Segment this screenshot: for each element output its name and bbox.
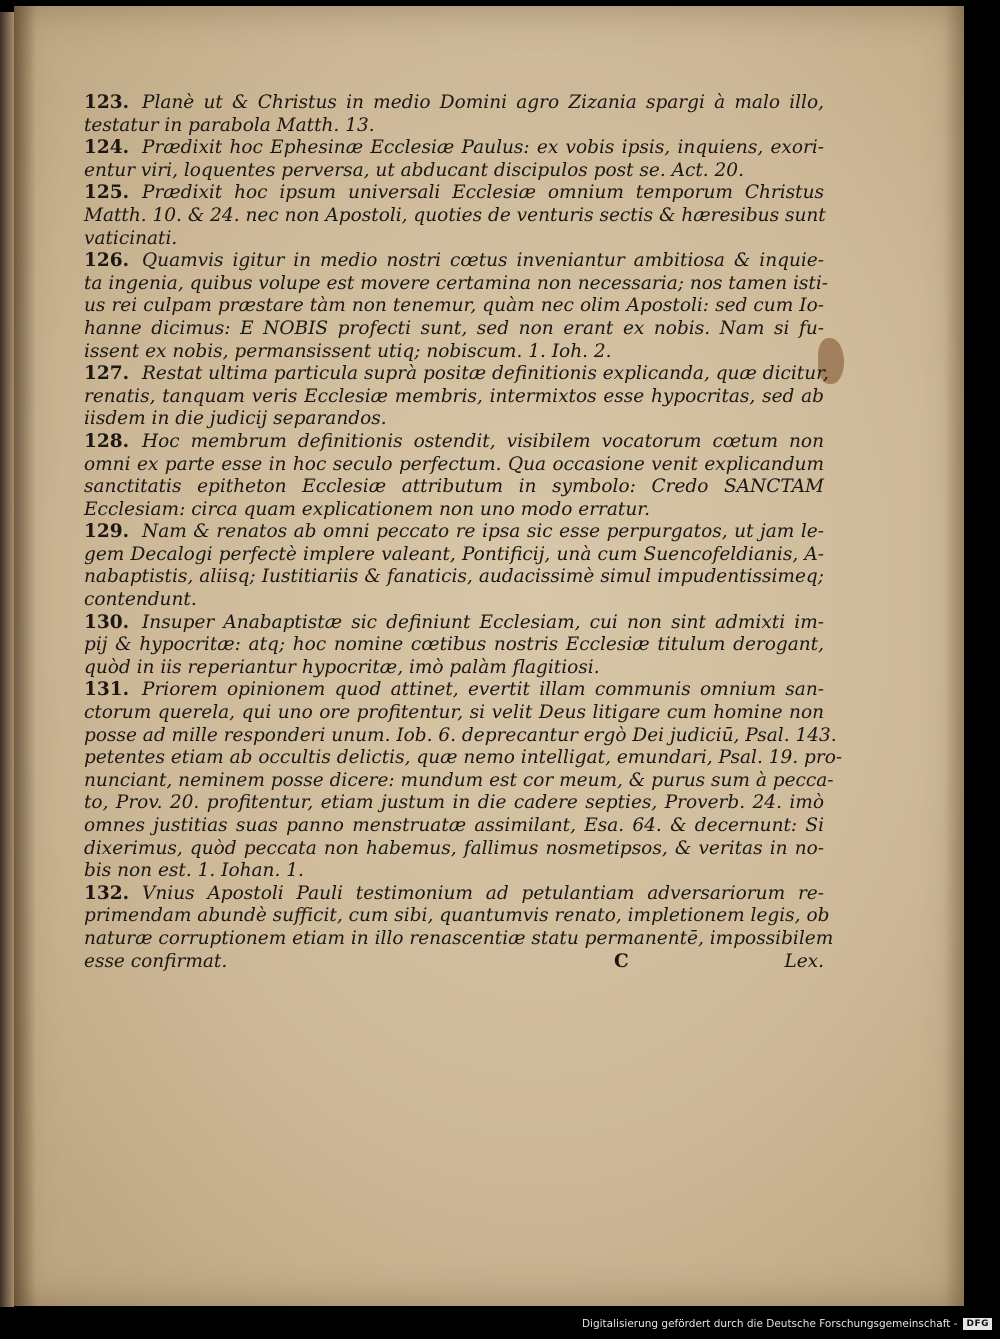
text-line bbox=[84, 769, 834, 793]
previous-page-edge bbox=[0, 12, 14, 1307]
line-text: Ecclesiam: circa quam explicationem non uno modo erratur. bbox=[84, 498, 650, 520]
line-text: naturæ corruptionem etiam in illo renascentiæ statu permanentē, impossibilem bbox=[84, 927, 834, 949]
text-line bbox=[84, 612, 824, 635]
text-line bbox=[84, 182, 824, 205]
line-text: Insuper Anabaptistæ sic definiunt Ecclesiam, cui non sint admixti im- bbox=[142, 611, 824, 633]
line-text: ctorum querela, qui uno ore profitentur, si velit Deus litigare cum homine non bbox=[84, 702, 824, 724]
line-text: pij & hypocritæ: atq; hoc nomine cœtibus nostris Ecclesiæ titulum derogant, bbox=[84, 634, 824, 656]
text-line bbox=[84, 792, 824, 815]
line-text: vaticinati. bbox=[84, 227, 178, 249]
text-line bbox=[84, 521, 824, 544]
text-line bbox=[84, 860, 824, 883]
footer-credit: Digitalisierung gefördert durch die Deutsche Forschungsgemeinschaft - bbox=[581, 1318, 958, 1330]
line-text: Hoc membrum definitionis ostendit, visibilem vocatorum cœtum non bbox=[142, 430, 824, 452]
line-text: sanctitatis epitheton Ecclesiæ attributum in symbolo: Credo SANCTAM bbox=[84, 476, 824, 498]
text-line bbox=[84, 566, 824, 589]
line-text: Priorem opinionem quod attinet, evertit illam communis omnium san- bbox=[142, 679, 824, 701]
paragraph-number: 123. bbox=[84, 92, 130, 113]
page-edge-shadow bbox=[944, 6, 964, 1306]
line-text: Nam & renatos ab omni peccato re ipsa sic esse perpurgatos, ut jam le- bbox=[142, 521, 824, 543]
line-text: omni ex parte esse in hoc seculo perfectum. Qua occasione venit explicandum bbox=[84, 453, 824, 475]
line-text: Quamvis igitur in medio nostri cœtus inveniantur ambitiosa & inquie- bbox=[142, 250, 824, 272]
line-text: nunciant, neminem posse dicere: mundum est cor meum, & purus sum à pecca- bbox=[84, 769, 834, 791]
text-line bbox=[84, 408, 824, 431]
line-text: hanne dicimus: E NOBIS profecti sunt, sed non erant ex nobis. Nam si fu- bbox=[84, 317, 824, 339]
page-text bbox=[84, 92, 843, 974]
line-text: dixerimus, quòd peccata non habemus, fallimus nosmetipsos, & veritas in no- bbox=[84, 837, 824, 859]
line-text: Vnius Apostoli Pauli testimonium ad petulantiam adversariorum re- bbox=[142, 882, 824, 904]
line-text: entur viri, loquentes perversa, ut abducant discipulos post se. Act. 20. bbox=[84, 159, 744, 181]
text-line bbox=[84, 657, 824, 680]
text-line bbox=[84, 205, 824, 228]
text-line bbox=[84, 883, 824, 906]
digitization-footer bbox=[582, 1315, 992, 1333]
paragraph-number: 132. bbox=[84, 882, 130, 904]
text-line bbox=[84, 228, 824, 251]
line-text: posse ad mille responderi unum. Iob. 6. deprecantur ergò Dei judiciū, Psal. 143. bbox=[84, 724, 837, 746]
line-text: quòd in iis reperiantur hypocritæ, imò palàm flagitiosi. bbox=[84, 656, 600, 678]
page-foot-row bbox=[84, 950, 824, 974]
text-line bbox=[84, 815, 824, 838]
catchword: Lex. bbox=[784, 951, 824, 973]
text-line bbox=[84, 747, 843, 770]
text-line bbox=[84, 295, 824, 318]
line-text: gem Decalogi perfectè implere valeant, Pontificij, unà cum Suencofeldianis, A- bbox=[84, 543, 824, 565]
paragraph-number: 126. bbox=[84, 250, 130, 272]
paragraph-number: 129. bbox=[84, 521, 130, 543]
text-line bbox=[84, 544, 824, 567]
text-line bbox=[84, 476, 824, 499]
text-line bbox=[84, 454, 824, 477]
line-text: petentes etiam ab occultis delictis, quæ nemo intelligat, emundari, Psal. 19. pro- bbox=[84, 747, 843, 769]
text-line bbox=[84, 137, 824, 160]
text-line bbox=[84, 838, 824, 861]
line-text: omnes justitias suas panno menstruatæ assimilant, Esa. 64. & decernunt: Si bbox=[84, 815, 824, 836]
line-text: Restat ultima particula suprà positæ definitionis explicanda, quæ dicitur, bbox=[142, 363, 829, 385]
line-text: Planè ut & Christus in medio Domini agro Zizania spargi à malo illo, bbox=[142, 92, 824, 113]
line-text: issent ex nobis, permansissent utiq; nobiscum. 1. Ioh. 2. bbox=[84, 340, 612, 362]
text-line bbox=[84, 115, 824, 138]
paragraph-number: 127. bbox=[84, 363, 130, 385]
text-line bbox=[84, 499, 824, 522]
line-text: to, Prov. 20. profitentur, etiam justum in die cadere septies, Proverb. 24. imò bbox=[84, 792, 824, 814]
text-line bbox=[84, 160, 824, 183]
paragraph-number: 130. bbox=[84, 611, 130, 633]
text-line bbox=[84, 634, 824, 657]
page-gutter-shadow bbox=[14, 6, 36, 1306]
text-line bbox=[84, 679, 824, 702]
line-text: bis non est. 1. Iohan. 1. bbox=[84, 860, 304, 882]
book-page bbox=[14, 6, 964, 1306]
text-line bbox=[84, 905, 830, 928]
text-line bbox=[84, 272, 829, 296]
text-line bbox=[84, 927, 834, 951]
text-line bbox=[84, 724, 837, 748]
line-text: nabaptistis, aliisq; Iustitiariis & fanaticis, audacissimè simul impudentissimeq; bbox=[84, 566, 824, 588]
line-text: primendam abundè sufficit, cum sibi, quantumvis renato, impletionem legis, ob bbox=[84, 905, 830, 927]
text-line bbox=[84, 702, 824, 725]
line-text: contendunt. bbox=[84, 589, 197, 611]
line-text: esse confirmat. bbox=[84, 950, 228, 972]
signature-mark: C bbox=[614, 951, 629, 973]
dfg-logo-icon: DFG bbox=[963, 1318, 992, 1330]
text-line bbox=[84, 92, 824, 115]
line-text: testatur in parabola Matth. 13. bbox=[84, 114, 375, 136]
paragraph-number: 131. bbox=[84, 679, 130, 701]
text-line bbox=[84, 363, 829, 386]
text-line bbox=[84, 250, 824, 273]
text-line bbox=[84, 318, 824, 341]
line-text: iisdem in die judicij separandos. bbox=[84, 408, 387, 430]
paragraph-number: 128. bbox=[84, 430, 130, 452]
paragraph-number: 125. bbox=[84, 182, 130, 204]
text-line bbox=[84, 386, 824, 409]
text-line bbox=[84, 589, 824, 612]
line-text: Matth. 10. & 24. nec non Apostoli, quoties de venturis sectis & hæresibus sunt bbox=[84, 204, 826, 226]
line-text: renatis, tanquam veris Ecclesiæ membris, intermixtos esse hypocritas, sed ab bbox=[84, 385, 824, 407]
line-text: us rei culpam præstare tàm non tenemur, quàm nec olim Apostoli: sed cum Io- bbox=[84, 295, 824, 317]
line-text: Prædixit hoc Ephesinæ Ecclesiæ Paulus: ex vobis ipsis, inquiens, exori- bbox=[142, 137, 824, 159]
text-line bbox=[84, 431, 824, 454]
line-text: Prædixit hoc ipsum universali Ecclesiæ omnium temporum Christus bbox=[142, 182, 824, 204]
line-text: ta ingenia, quibus volupe est movere certamina non necessaria; nos tamen isti- bbox=[84, 272, 829, 294]
paragraph-number: 124. bbox=[84, 137, 130, 159]
text-line bbox=[84, 341, 824, 364]
